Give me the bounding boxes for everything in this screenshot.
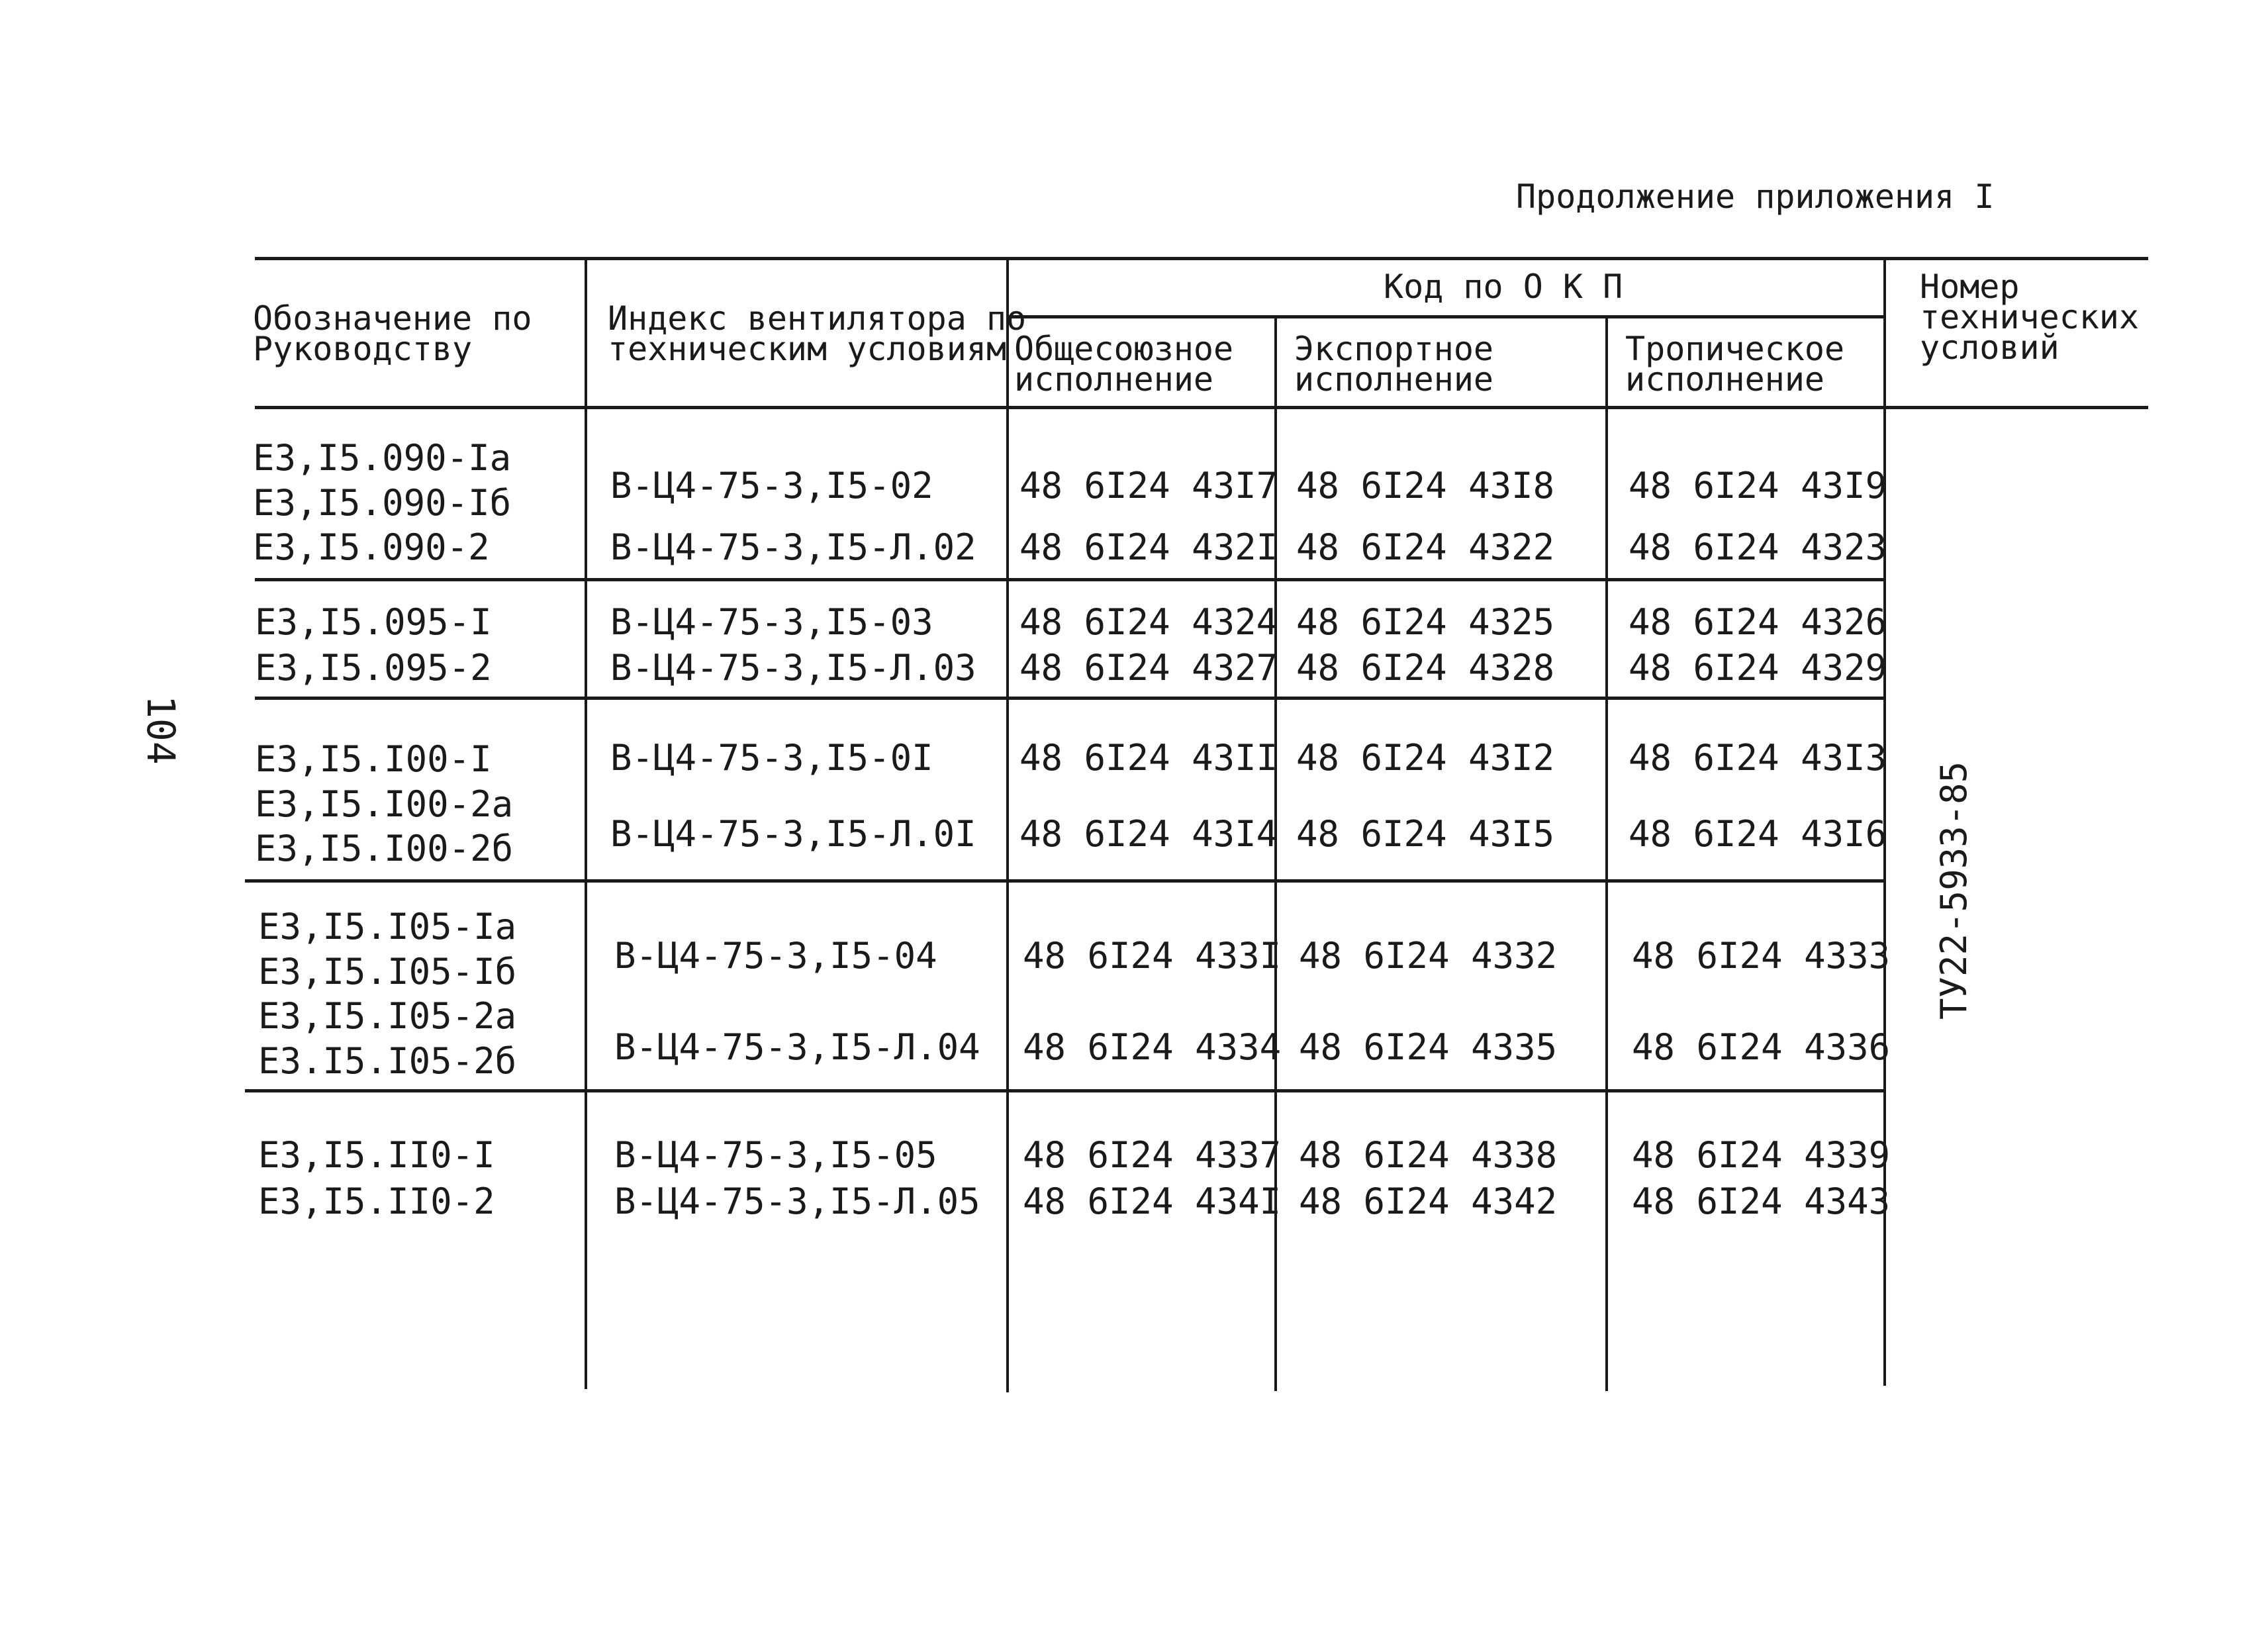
header-designation: Обозначение по Руководству xyxy=(253,299,532,368)
okp-tropical: 48 6I24 43I9 xyxy=(1629,465,1887,507)
designation: Е3,I5.II0-2 xyxy=(258,1181,495,1222)
okp-general: 48 6I24 4334 xyxy=(1023,1026,1282,1068)
designation: Е3,I5.I05-2а xyxy=(258,995,517,1037)
okp-general: 48 6I24 434I xyxy=(1023,1181,1282,1222)
col-divider-4 xyxy=(1605,315,1608,1391)
group-divider-2 xyxy=(255,697,1883,700)
okp-general: 48 6I24 4327 xyxy=(1019,647,1278,689)
fan-index: В-Ц4-75-3,I5-Л.04 xyxy=(614,1026,980,1068)
okp-general: 48 6I24 433I xyxy=(1023,935,1282,977)
designation: Е3,I5.095-2 xyxy=(255,647,492,689)
okp-export: 48 6I24 4325 xyxy=(1296,601,1555,643)
header-export: Экспортное исполнение xyxy=(1294,330,1494,399)
okp-export: 48 6I24 43I8 xyxy=(1296,465,1555,507)
okp-tropical: 48 6I24 43I3 xyxy=(1629,737,1887,779)
okp-tropical: 48 6I24 4333 xyxy=(1632,935,1891,977)
fan-index: В-Ц4-75-3,I5-02 xyxy=(610,465,933,507)
designation: Е3,I5.I05-Iа xyxy=(258,906,517,947)
okp-general: 48 6I24 432I xyxy=(1019,526,1278,568)
group-divider-3 xyxy=(245,879,1883,883)
designation: Е3,I5.I00-2а xyxy=(255,783,514,825)
designation: Е3,I5.II0-I xyxy=(258,1134,495,1176)
designation: Е3,I5.I00-I xyxy=(255,738,492,780)
header-bottom-rule xyxy=(255,406,2148,409)
header-general: Общесоюзное исполнение xyxy=(1014,330,1234,399)
okp-tropical: 48 6I24 4336 xyxy=(1632,1026,1891,1068)
spec-number-value: ТУ22-5933-85 xyxy=(1933,761,1975,1020)
fan-index: В-Ц4-75-3,I5-05 xyxy=(614,1134,937,1176)
okp-sub-rule xyxy=(1008,315,1885,318)
okp-tropical: 48 6I24 4339 xyxy=(1632,1134,1891,1176)
okp-export: 48 6I24 4322 xyxy=(1296,526,1555,568)
designation: Е3,I5.090-Iб xyxy=(253,482,512,524)
okp-tropical: 48 6I24 4343 xyxy=(1632,1181,1891,1222)
col-divider-1 xyxy=(585,257,587,1389)
okp-general: 48 6I24 43II xyxy=(1019,737,1278,779)
okp-export: 48 6I24 4335 xyxy=(1299,1026,1558,1068)
fan-index: В-Ц4-75-3,I5-Л.0I xyxy=(610,813,976,855)
okp-general: 48 6I24 4324 xyxy=(1019,601,1278,643)
okp-export: 48 6I24 43I5 xyxy=(1296,813,1555,855)
fan-index: В-Ц4-75-3,I5-03 xyxy=(610,601,933,643)
okp-export: 48 6I24 43I2 xyxy=(1296,737,1555,779)
fan-index: В-Ц4-75-3,I5-Л.02 xyxy=(610,526,976,568)
header-okp-code: Код по О К П xyxy=(1384,267,1623,306)
okp-export: 48 6I24 4342 xyxy=(1299,1181,1558,1222)
okp-tropical: 48 6I24 4323 xyxy=(1629,526,1887,568)
designation: Е3,I5.I05-Iб xyxy=(258,951,517,992)
designation: Е3.I5.I05-2б xyxy=(258,1040,517,1082)
header-fan-index: Индекс вентилятора по техническим условиям xyxy=(608,299,1027,368)
okp-tropical: 48 6I24 4326 xyxy=(1629,601,1887,643)
okp-general: 48 6I24 43I7 xyxy=(1019,465,1278,507)
okp-export: 48 6I24 4328 xyxy=(1296,647,1555,689)
okp-general: 48 6I24 43I4 xyxy=(1019,813,1278,855)
header-spec-number: Номер технических условий xyxy=(1920,267,2140,367)
table-top-rule xyxy=(255,257,2148,260)
group-divider-4 xyxy=(245,1089,1883,1092)
designation: Е3,I5.I00-2б xyxy=(255,828,514,869)
okp-export: 48 6I24 4332 xyxy=(1299,935,1558,977)
page-title: Продолжение приложения I xyxy=(1516,177,1995,216)
page-number: 104 xyxy=(138,695,183,765)
designation: Е3,I5.095-I xyxy=(255,601,492,643)
header-tropical: Тропическое исполнение xyxy=(1625,330,1845,399)
fan-index: В-Ц4-75-3,I5-Л.03 xyxy=(610,647,976,689)
designation: Е3,I5.090-2 xyxy=(253,526,490,568)
okp-general: 48 6I24 4337 xyxy=(1023,1134,1282,1176)
col-divider-2 xyxy=(1006,257,1009,1392)
group-divider-1 xyxy=(255,578,1883,581)
okp-export: 48 6I24 4338 xyxy=(1299,1134,1558,1176)
designation: Е3,I5.090-Iа xyxy=(253,437,512,479)
okp-tropical: 48 6I24 4329 xyxy=(1629,647,1887,689)
fan-index: В-Ц4-75-3,I5-Л.05 xyxy=(614,1181,980,1222)
fan-index: В-Ц4-75-3,I5-04 xyxy=(614,935,937,977)
fan-index: В-Ц4-75-3,I5-0I xyxy=(610,737,933,779)
okp-tropical: 48 6I24 43I6 xyxy=(1629,813,1887,855)
